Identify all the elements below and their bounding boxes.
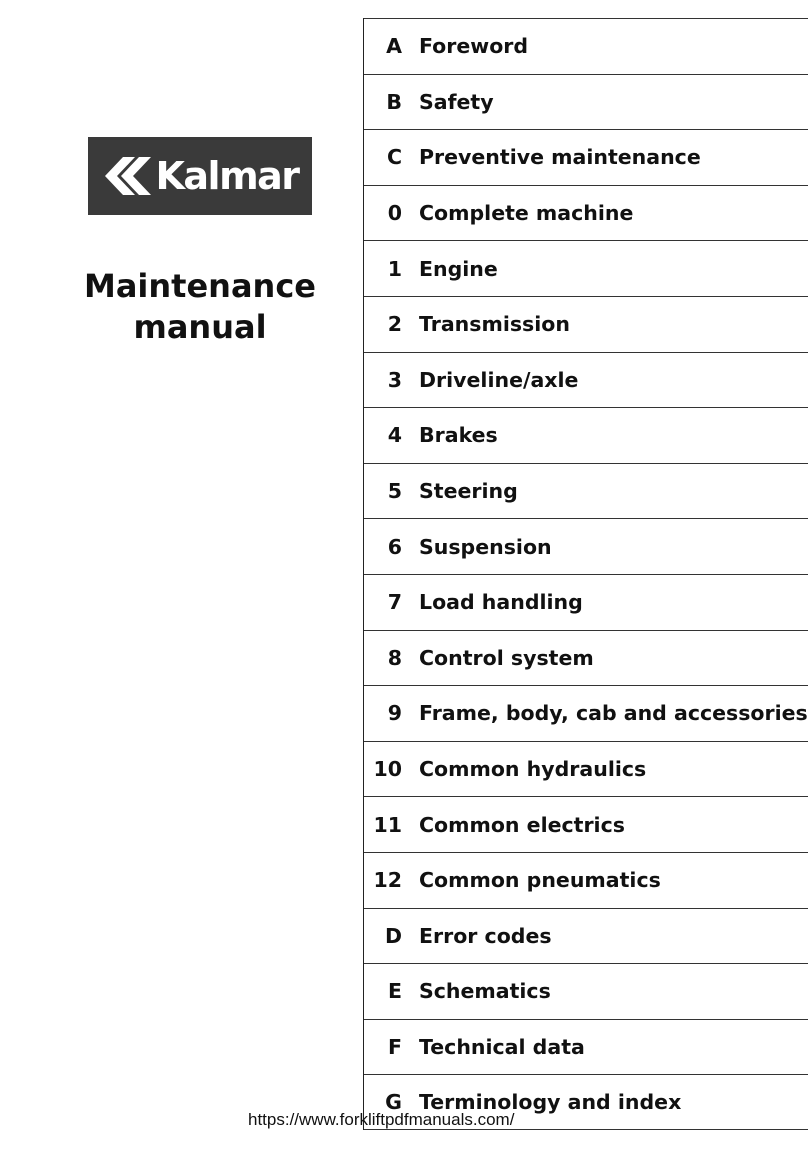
toc-section-code: 7	[387, 590, 402, 615]
toc-section-label: Common hydraulics	[419, 757, 647, 782]
toc-section-label: Suspension	[419, 534, 552, 559]
toc-section-label: Technical data	[419, 1034, 585, 1059]
toc-section-code: G	[385, 1090, 402, 1115]
toc-section-label: Common pneumatics	[419, 868, 661, 893]
toc-section-code: D	[384, 923, 402, 948]
toc-section-label: Common electrics	[419, 812, 625, 837]
toc-row[interactable]	[364, 741, 808, 797]
toc-section-code: 5	[387, 479, 402, 504]
toc-section-label: Error codes	[419, 923, 552, 948]
toc-section-code: 11	[373, 812, 402, 837]
toc-section-code: 4	[387, 423, 402, 448]
toc-section-label: Frame, body, cab and accessories	[419, 701, 808, 726]
toc-section-label: Steering	[419, 479, 518, 504]
toc-section-code: 8	[387, 645, 402, 670]
toc-row[interactable]	[364, 796, 808, 852]
toc-row[interactable]	[364, 352, 808, 408]
toc-section-label: Complete machine	[419, 201, 634, 226]
footer-url[interactable]: https://www.forkliftpdfmanuals.com/	[248, 1110, 515, 1129]
toc-section-code: E	[387, 979, 402, 1004]
title-line-2: manual	[133, 308, 267, 346]
toc-row[interactable]	[364, 185, 808, 241]
toc-section-code: 9	[387, 701, 402, 726]
toc-section-code: A	[386, 34, 402, 59]
toc-section-label: Transmission	[419, 312, 570, 337]
kalmar-logo	[88, 137, 312, 215]
title-line-1: Maintenance	[83, 267, 316, 305]
logo-text: Kalmar	[155, 154, 299, 198]
toc-section-code: C	[386, 145, 402, 170]
toc-row[interactable]	[364, 74, 808, 130]
toc-section-label: Load handling	[419, 590, 583, 615]
toc-row[interactable]	[364, 407, 808, 463]
toc-row[interactable]	[364, 129, 808, 185]
toc-row[interactable]	[364, 574, 808, 630]
toc-section-label: Schematics	[419, 979, 551, 1004]
toc-row[interactable]	[364, 296, 808, 352]
toc-section-code: 1	[387, 256, 402, 281]
toc-row[interactable]	[364, 630, 808, 686]
toc-row[interactable]	[364, 18, 808, 74]
toc-section-code: 10	[373, 757, 402, 782]
toc-section-label: Safety	[419, 89, 494, 114]
toc-section-label: Brakes	[419, 423, 498, 448]
toc-row[interactable]	[364, 963, 808, 1019]
toc-row[interactable]	[364, 463, 808, 519]
toc-section-code: B	[386, 89, 402, 114]
toc-section-code: 3	[387, 367, 402, 392]
toc-section-code: 0	[387, 201, 402, 226]
toc-section-code: 12	[373, 868, 402, 893]
toc-section-label: Preventive maintenance	[419, 145, 701, 170]
toc-row[interactable]	[364, 908, 808, 964]
toc-section-label: Terminology and index	[419, 1090, 682, 1115]
toc-section-label: Driveline/axle	[419, 367, 579, 392]
toc-section-code: 6	[387, 534, 402, 559]
toc-section-label: Foreword	[419, 34, 529, 59]
toc-row[interactable]	[364, 1019, 808, 1075]
toc-row[interactable]	[364, 685, 808, 741]
toc-section-code: 2	[387, 312, 402, 337]
table-of-contents	[363, 18, 808, 1130]
toc-row[interactable]	[364, 518, 808, 574]
toc-row[interactable]	[364, 240, 808, 296]
kalmar-chevron-icon	[101, 155, 153, 197]
toc-section-label: Engine	[419, 256, 498, 281]
toc-section-label: Control system	[419, 645, 594, 670]
toc-row[interactable]	[364, 852, 808, 908]
toc-section-code: F	[387, 1034, 402, 1059]
document-title	[80, 266, 320, 348]
